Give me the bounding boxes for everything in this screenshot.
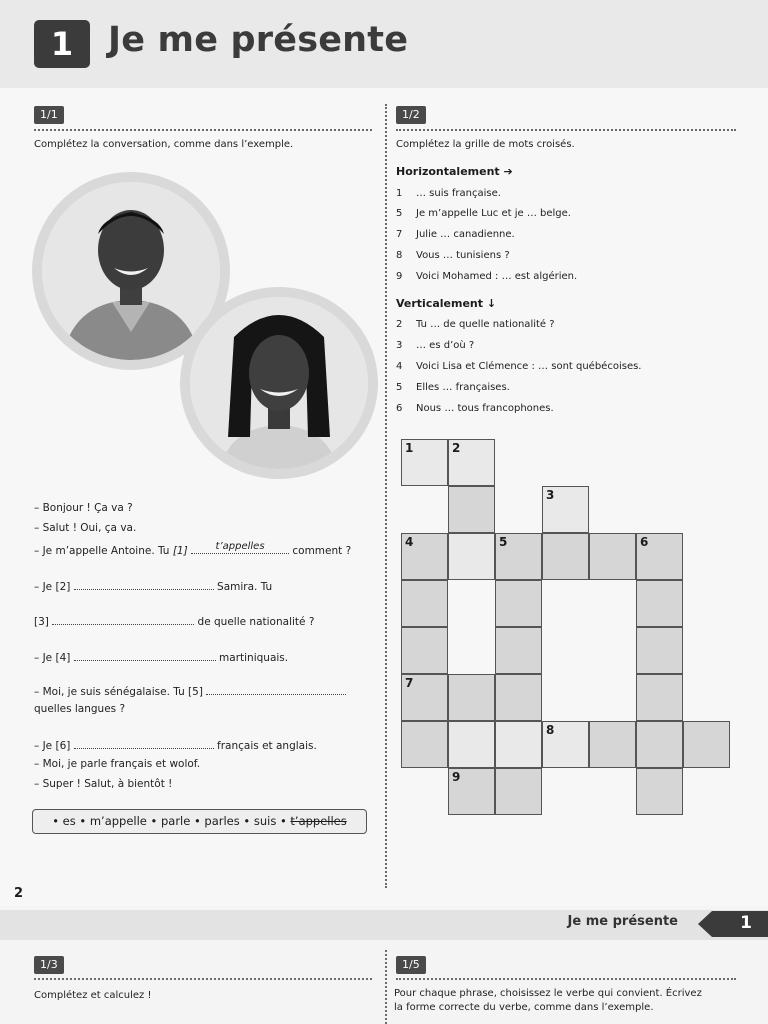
cell-number: 4 <box>405 535 414 549</box>
girl-illustration <box>190 297 368 469</box>
clue-number: 5 <box>396 208 403 219</box>
dialogue-line-2: – Salut ! Oui, ça va. <box>34 522 137 534</box>
vertical-clues-title: Verticalement ↓ <box>396 297 497 310</box>
clue-h5 <box>396 208 571 219</box>
cell-number: 5 <box>499 535 508 549</box>
word-bank-words: • es • m’appelle • parle • parles • suis • <box>52 814 291 828</box>
crossword-cell[interactable] <box>401 580 448 627</box>
clue-v5 <box>396 382 510 393</box>
dialogue-line-1: – Bonjour ! Ça va ? <box>34 502 133 514</box>
clue-number: 4 <box>396 361 403 372</box>
clue-text: … es d’où ? <box>416 340 475 351</box>
page-number: 2 <box>14 886 24 901</box>
dialogue-text: – Je [2] <box>34 581 74 593</box>
crossword-cell[interactable] <box>636 674 683 721</box>
clue-text: Vous … tunisiens ? <box>416 250 510 261</box>
clue-number: 7 <box>396 229 403 240</box>
crossword-cell[interactable] <box>495 580 542 627</box>
exercise-1-2-instruction: Complétez la grille de mots croisés. <box>396 139 575 150</box>
example-answer: t’appelles <box>215 541 265 552</box>
chapter-number-box: 1 <box>34 20 90 68</box>
clue-text: Je m’appelle Luc et je … belge. <box>416 208 571 219</box>
dialogue-text: français et anglais. <box>213 740 317 752</box>
cell-number: 6 <box>640 535 649 549</box>
clue-v2 <box>396 319 555 330</box>
crossword-cell[interactable] <box>636 533 683 580</box>
exercise-badge-1-3: 1/3 <box>34 956 64 974</box>
dialogue-line-8: quelles langues ? <box>34 703 126 715</box>
crossword-cell[interactable] <box>401 674 448 721</box>
dialogue-line-10: – Moi, je parle français et wolof. <box>34 758 201 770</box>
crossword-cell[interactable] <box>495 627 542 674</box>
dialogue-line-9 <box>34 738 317 752</box>
crossword-cell[interactable] <box>636 768 683 815</box>
dialogue-line-7 <box>34 684 346 698</box>
crossword-cell[interactable] <box>401 627 448 674</box>
dialogue-text: [3] <box>34 616 53 628</box>
cell-number: 9 <box>452 770 461 784</box>
dialogue-text: – Je [6] <box>34 740 74 752</box>
crossword-cell[interactable] <box>448 486 495 533</box>
exercise-1-5-instruction-line-2: la forme correcte du verbe, comme dans l’exemple. <box>394 1002 654 1013</box>
clue-v3 <box>396 340 474 351</box>
dialogue-text: martiniquais. <box>215 652 289 664</box>
crossword-cell[interactable] <box>636 721 683 768</box>
cell-number: 1 <box>405 441 414 455</box>
chapter-tab <box>698 911 768 937</box>
photo-girl <box>180 287 378 479</box>
cell-number: 3 <box>546 488 555 502</box>
horizontal-clues-title: Horizontalement ➔ <box>396 165 513 178</box>
workbook-page-right <box>0 910 768 1024</box>
clue-number: 1 <box>396 188 403 199</box>
crossword-grid <box>401 439 732 815</box>
exercise-1-5-instruction-line-1: Pour chaque phrase, choisissez le verbe qui convient. Écrivez <box>394 988 702 999</box>
dialogue-line-11: – Super ! Salut, à bientôt ! <box>34 778 173 790</box>
crossword-cell[interactable] <box>495 721 542 768</box>
clue-number: 6 <box>396 403 403 414</box>
clue-text: Nous … tous francophones. <box>416 403 554 414</box>
dialogue-line-6 <box>34 650 288 664</box>
chapter-tab-number: 1 <box>740 913 752 933</box>
clue-number: 8 <box>396 250 403 261</box>
crossword-cell[interactable] <box>636 627 683 674</box>
clue-text: Elles … françaises. <box>416 382 510 393</box>
crossword-cell[interactable] <box>448 768 495 815</box>
crossword-cell[interactable] <box>542 486 589 533</box>
dialogue-text: – Moi, je suis sénégalaise. Tu [5] <box>34 686 207 698</box>
clue-v4 <box>396 361 641 372</box>
clue-h1 <box>396 188 501 199</box>
exercise-1-5-rule <box>396 978 736 980</box>
dialogue-line-3 <box>34 543 351 557</box>
crossword-cell[interactable] <box>401 533 448 580</box>
exercise-1-3-instruction: Complétez et calculez ! <box>34 990 152 1001</box>
crossword-cell[interactable] <box>542 721 589 768</box>
clue-text: Tu … de quelle nationalité ? <box>416 319 555 330</box>
crossword-cell[interactable] <box>495 674 542 721</box>
dialogue-line-5 <box>34 614 314 628</box>
blank-3[interactable] <box>52 614 194 625</box>
clue-number: 3 <box>396 340 403 351</box>
cell-number: 7 <box>405 676 414 690</box>
crossword-cell[interactable] <box>495 768 542 815</box>
exercise-1-1-instruction: Complétez la conversation, comme dans l’exemple. <box>34 139 294 150</box>
clue-h8 <box>396 250 510 261</box>
crossword-cell[interactable] <box>589 533 636 580</box>
blank-2[interactable] <box>74 579 214 590</box>
cell-number: 2 <box>452 441 461 455</box>
crossword-cell[interactable] <box>448 674 495 721</box>
chapter-title: Je me présente <box>108 20 409 60</box>
clue-h7 <box>396 229 515 240</box>
exercise-1-1-rule <box>34 129 372 131</box>
dialogue-text: Samira. Tu <box>213 581 273 593</box>
crossword-cell[interactable] <box>448 533 495 580</box>
blank-marker-1: [1] <box>172 545 188 557</box>
blank-6[interactable] <box>74 738 214 749</box>
crossword-cell[interactable] <box>448 439 495 486</box>
crossword-cell[interactable] <box>401 721 448 768</box>
cell-number: 8 <box>546 723 555 737</box>
dialogue-text: – Je m’appelle Antoine. Tu <box>34 545 173 557</box>
blank-5[interactable] <box>206 684 346 695</box>
clue-number: 2 <box>396 319 403 330</box>
crossword-cell[interactable] <box>448 721 495 768</box>
dialogue-text: comment ? <box>289 545 352 557</box>
dialogue-text: de quelle nationalité ? <box>194 616 315 628</box>
exercise-1-3-rule <box>34 978 372 980</box>
crossword-cell[interactable] <box>495 533 542 580</box>
crossword-cell[interactable] <box>636 580 683 627</box>
dialogue-line-4 <box>34 579 272 593</box>
crossword-cell[interactable] <box>401 439 448 486</box>
clue-text: … suis française. <box>416 188 501 199</box>
exercise-1-2-rule <box>396 129 736 131</box>
clue-text: Julie … canadienne. <box>416 229 515 240</box>
exercise-badge-1-1: 1/1 <box>34 106 64 124</box>
clue-number: 9 <box>396 271 403 282</box>
crossword-cell[interactable] <box>589 721 636 768</box>
clue-v6 <box>396 403 554 414</box>
word-bank-used-word: t’appelles <box>290 814 347 828</box>
clue-text: Voici Mohamed : … est algérien. <box>416 271 578 282</box>
blank-1[interactable] <box>191 543 289 554</box>
dialogue-text: – Je [4] <box>34 652 74 664</box>
running-title: Je me présente <box>567 914 678 929</box>
clue-h9 <box>396 271 577 282</box>
clue-number: 5 <box>396 382 403 393</box>
word-bank <box>32 809 367 834</box>
blank-4[interactable] <box>74 650 216 661</box>
exercise-badge-1-5: 1/5 <box>396 956 426 974</box>
crossword-cell[interactable] <box>683 721 730 768</box>
column-divider <box>385 104 387 888</box>
column-divider-2 <box>385 950 387 1024</box>
clue-text: Voici Lisa et Clémence : … sont québécoises. <box>416 361 642 372</box>
crossword-cell[interactable] <box>542 533 589 580</box>
exercise-badge-1-2: 1/2 <box>396 106 426 124</box>
